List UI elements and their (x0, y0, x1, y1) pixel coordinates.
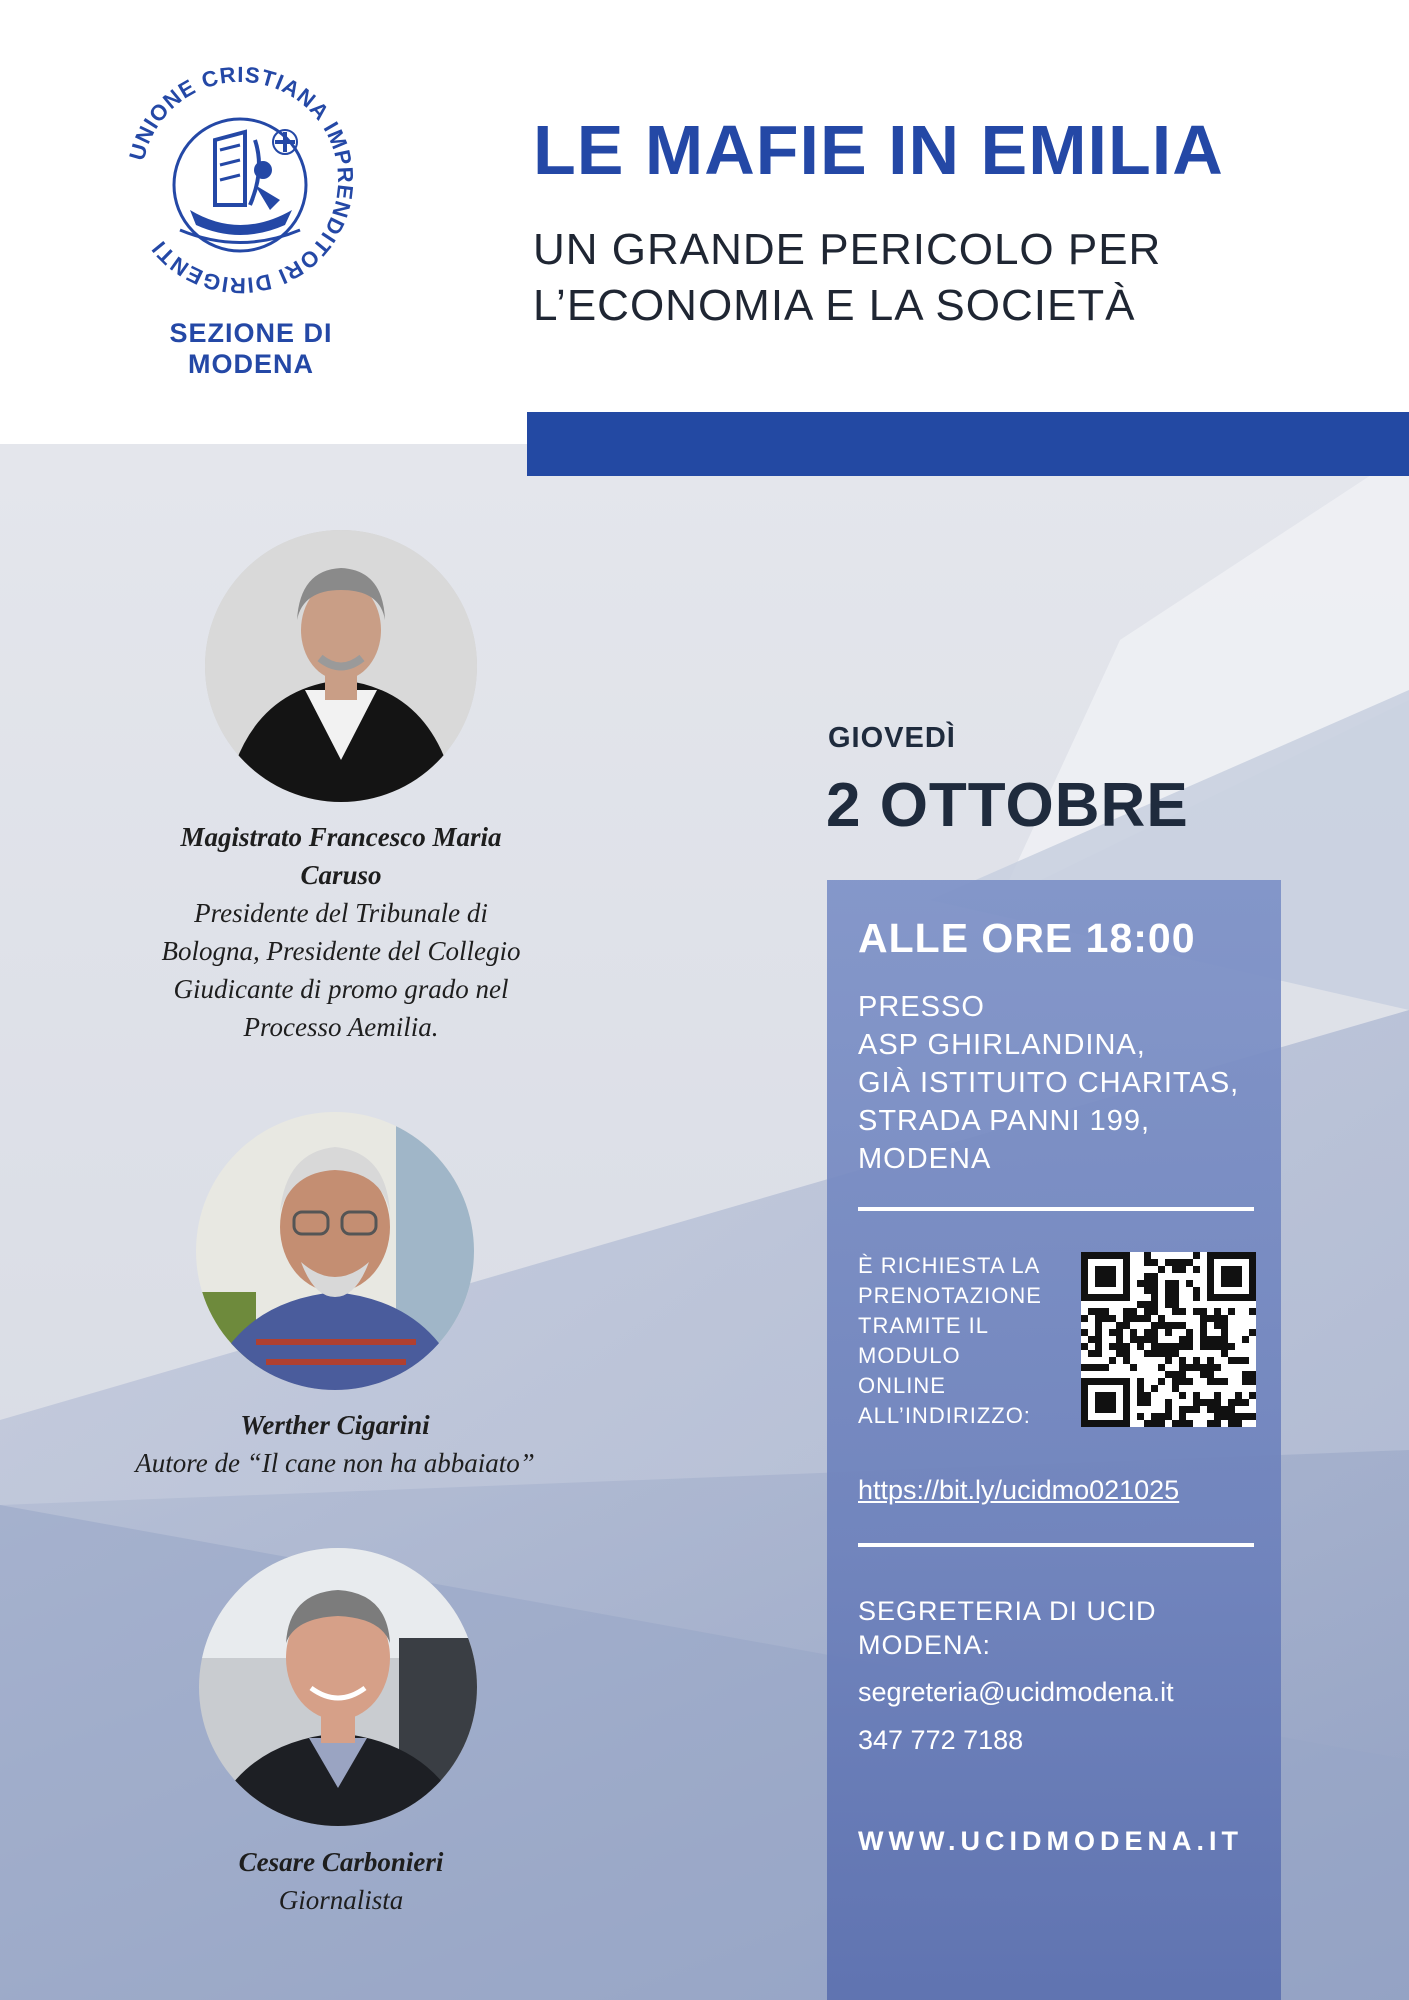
speaker-photo-cigarini (196, 1112, 474, 1390)
event-address (858, 988, 1239, 1178)
booking-link[interactable]: https://bit.ly/ucidmo021025 (858, 1475, 1180, 1505)
subtitle-line2: L’ECONOMIA E LA SOCIETÀ (533, 281, 1136, 330)
speaker-photo-caruso (205, 530, 477, 802)
page-subtitle (533, 222, 1161, 334)
secretary-email[interactable]: segreteria@ucidmodena.it (858, 1677, 1174, 1707)
booking-instructions (858, 1251, 1042, 1431)
event-time: ALLE ORE 18:00 (858, 915, 1196, 961)
booking-line: ONLINE (858, 1373, 946, 1398)
address-line: GIÀ ISTITUITO CHARITAS, (858, 1067, 1240, 1099)
address-line: STRADA PANNI 199, (858, 1105, 1151, 1137)
ucid-logo (120, 60, 360, 300)
booking-line: TRAMITE IL (858, 1313, 990, 1338)
qr-code[interactable] (1081, 1252, 1256, 1427)
event-day: GIOVEDÌ (828, 722, 956, 754)
address-line: ASP GHIRLANDINA, (858, 1029, 1146, 1061)
secretary-line1: SEGRETERIA DI UCID (858, 1596, 1157, 1626)
speaker-name-line1: Cesare Carbonieri (238, 1847, 444, 1877)
booking-line: ALL’INDIRIZZO: (858, 1403, 1031, 1428)
secretary-phone[interactable]: 347 772 7188 (858, 1725, 1024, 1755)
speaker-name-line2: Caruso (300, 860, 382, 890)
speaker-cigarini (75, 1406, 595, 1482)
event-date: 2 OTTOBRE (826, 771, 1189, 840)
speaker-role-line: Bologna, Presidente del Collegio (161, 936, 521, 966)
logo-section-line1: SEZIONE DI (169, 318, 333, 348)
panel-divider (858, 1543, 1254, 1547)
page-title: LE MAFIE IN EMILIA (533, 111, 1224, 189)
speaker-role-line: Processo Aemilia. (243, 1012, 439, 1042)
speaker-role-line: Autore de “Il cane non ha abbaiato” (135, 1448, 535, 1478)
booking-line: PRENOTAZIONE (858, 1283, 1042, 1308)
speaker-role-line: Presidente del Tribunale di (194, 898, 488, 928)
speaker-carbonieri (81, 1843, 601, 1919)
speaker-caruso (81, 818, 601, 1046)
address-line: MODENA (858, 1143, 992, 1175)
speaker-name-line1: Magistrato Francesco Maria (180, 822, 502, 852)
svg-text:UNIONE CRISTIANA IMPRENDITORI: UNIONE CRISTIANA IMPRENDITORI DIRIGENTI (124, 61, 359, 299)
header-accent-bar (527, 412, 1409, 476)
booking-line: È RICHIESTA LA (858, 1253, 1041, 1278)
address-line: PRESSO (858, 991, 985, 1023)
logo-section-line2: MODENA (188, 349, 314, 379)
speaker-role-line: Giornalista (278, 1885, 404, 1915)
panel-divider (858, 1207, 1254, 1211)
logo-section-label (120, 318, 382, 380)
speaker-role-line: Giudicante di promo grado nel (173, 974, 509, 1004)
website-link[interactable]: WWW.UCIDMODENA.IT (858, 1826, 1243, 1856)
speaker-photo-carbonieri (199, 1548, 477, 1826)
secretary-label (858, 1594, 1157, 1662)
speaker-name-line1: Werther Cigarini (240, 1410, 430, 1440)
booking-line: MODULO (858, 1343, 961, 1368)
secretary-line2: MODENA: (858, 1630, 992, 1660)
subtitle-line1: UN GRANDE PERICOLO PER (533, 225, 1162, 274)
